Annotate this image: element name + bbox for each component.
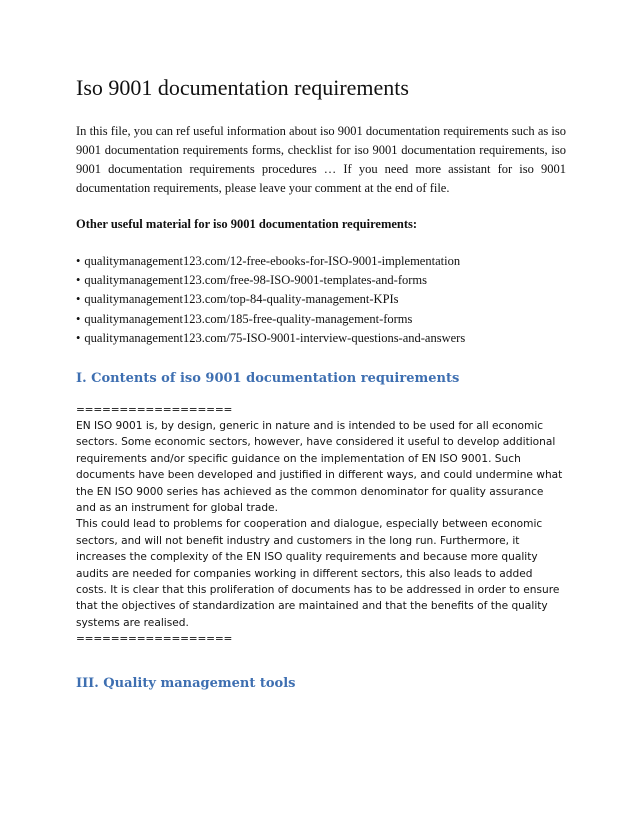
contents-body <box>76 402 566 647</box>
body-paragraph: EN ISO 9001 is, by design, generic in nature and is intended to be used for all economic sectors. Some economic sectors, however, have considered it useful to develop additional requirements and/or specific guidance on the implementation of EN ISO 9001. Such documents have been developed and justified in different ways, and could undermine what the EN ISO 9000 series has achieved as the common denominator for quality assurance and as an instrument for global trade. <box>76 420 563 515</box>
separator-line: ================== <box>76 633 233 646</box>
intro-paragraph: In this file, you can ref useful information about iso 9001 documentation requirements such as iso 9001 documentation requirements forms, checklist for iso 9001 documentation requirements, iso 9001 documentation requirements procedures … If you need more assistant for iso 9001 documentation requirements, please leave your comment at the end of file. <box>76 124 566 195</box>
resource-link-list <box>76 252 566 348</box>
resource-link[interactable]: • qualitymanagement123.com/75-ISO-9001-interview-questions-and-answers <box>76 329 566 348</box>
resource-link[interactable]: • qualitymanagement123.com/185-free-quality-management-forms <box>76 310 566 329</box>
document-page <box>76 74 566 693</box>
document-title: Iso 9001 documentation requirements <box>76 75 409 100</box>
body-paragraph: This could lead to problems for cooperation and dialogue, especially between economic sectors, and will not benefit industry and customers in the long run. Furthermore, it increases the complexity of the EN ISO quality requirements and because more quality audits are needed for companies working in different sectors, this also leads to added costs. It is clear that this proliferation of documents has to be addressed in order to ensure that the objectives of standardization are maintained and that the benefits of the quality systems are realised. <box>76 518 560 629</box>
section-heading-tools: III. Quality management tools <box>76 676 296 692</box>
resource-link[interactable]: • qualitymanagement123.com/12-free-ebooks-for-ISO-9001-implementation <box>76 252 566 271</box>
other-material-heading: Other useful material for iso 9001 documentation requirements: <box>76 217 418 231</box>
resource-link[interactable]: • qualitymanagement123.com/top-84-quality-management-KPIs <box>76 290 566 309</box>
separator-line: ================== <box>76 404 233 417</box>
resource-link[interactable]: • qualitymanagement123.com/free-98-ISO-9001-templates-and-forms <box>76 271 566 290</box>
section-heading-contents: I. Contents of iso 9001 documentation requirements <box>76 371 460 387</box>
